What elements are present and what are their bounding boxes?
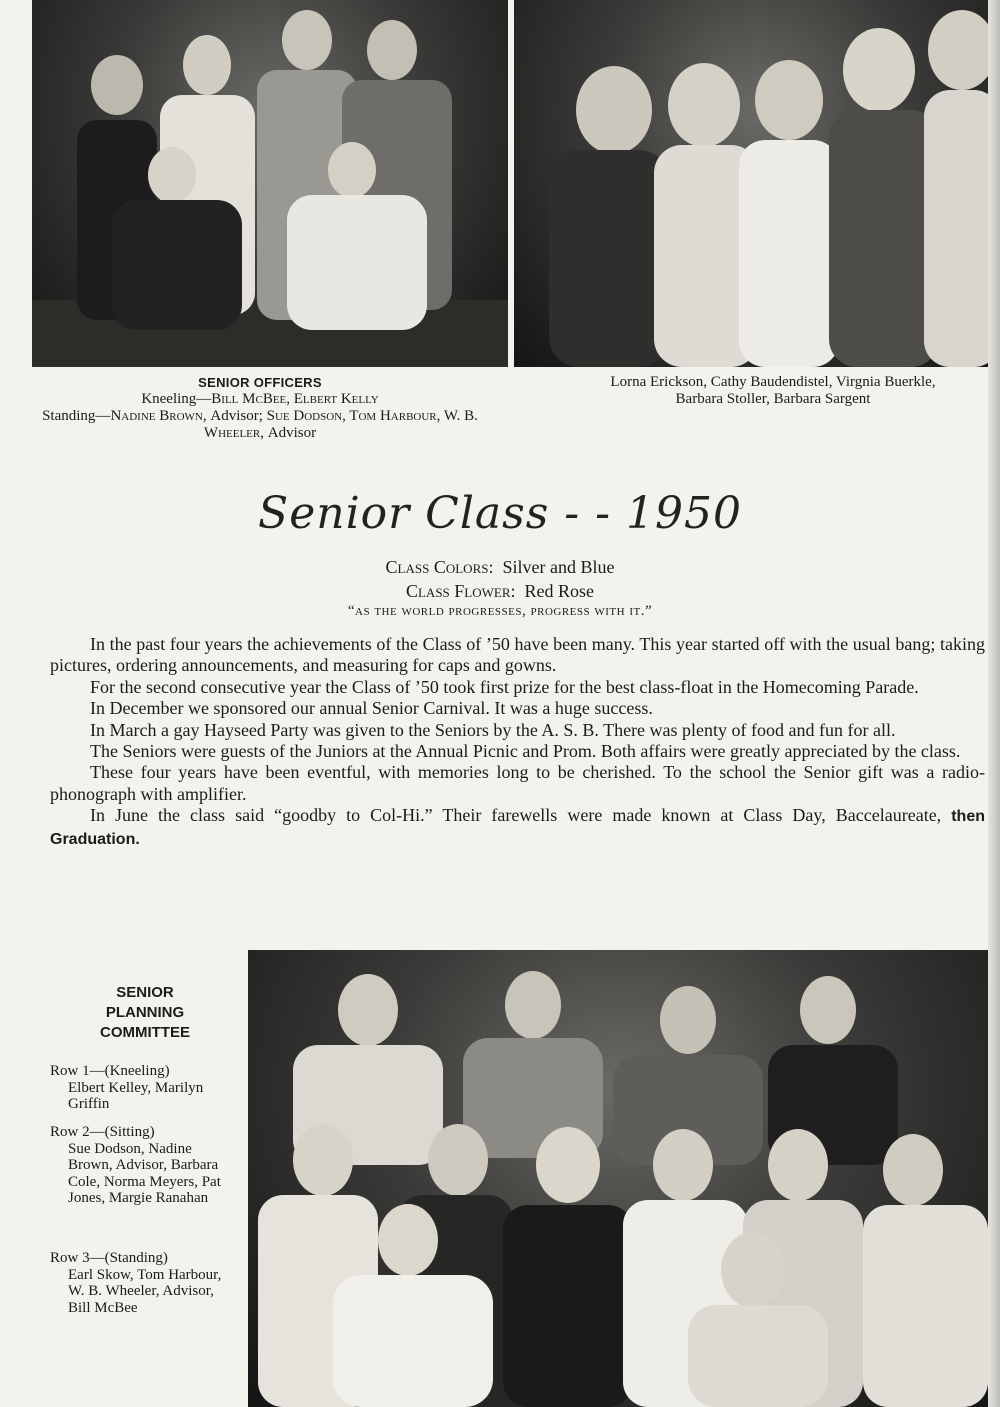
paragraph: For the second consecutive year the Class of ’50 took first prize for the best class-float in the Homecoming Parade. (90, 676, 919, 697)
paragraph: These four years have been eventful, with memories long to be cherished. To the school the Senior gift was a radio-phonograph with amplifier. (50, 762, 985, 804)
page-title: Senior Class - - 1950 (258, 488, 742, 539)
paragraph: In the past four years the achievements of the Class of ’50 have been many. This year started off with the usual bang; taking pictures, ordering announcements, and measuring for caps and gowns. (50, 634, 985, 676)
girls-caption-line-1: Lorna Erickson, Cathy Baudendistel, Virgnia Buerkle, (610, 374, 936, 390)
committee-row-3: Row 3—(Standing) Earl Skow, Tom Harbour, W. B. Wheeler, Advisor, Bill McBee (50, 1250, 222, 1316)
class-motto: “as the world progresses, progress with it.” (347, 603, 653, 619)
senior-officers-heading: SENIOR OFFICERS (198, 375, 322, 390)
class-flower-label: Class Flower: (405, 581, 516, 601)
class-colors-value: Silver and Blue (502, 557, 615, 577)
kneeling-line: Kneeling—Bill McBee, Elbert Kelly (141, 391, 379, 407)
paragraph: In December we sponsored our annual Senior Carnival. It was a huge success. (90, 698, 653, 719)
committee-heading: SENIOR PLANNING COMMITTEE (100, 984, 190, 1041)
paragraph: The Seniors were guests of the Juniors at the Annual Picnic and Prom. Both affairs were greatly appreciated by the class. (90, 741, 961, 762)
committee-row-1: Row 1—(Kneeling) Elbert Kelley, Marilyn Griffin (50, 1063, 204, 1112)
girls-group-photo (514, 0, 1000, 367)
girls-photo-figures (514, 0, 1000, 367)
class-flower-value: Red Rose (524, 581, 595, 601)
graduation-emphasis: then Graduation. (50, 808, 985, 848)
class-flower-line (0, 581, 1000, 602)
standing-line: Standing—Nadine Brown, Advisor; Sue Dodson, Tom Harbour, W. B. Wheeler, Advisor (42, 408, 478, 441)
paragraph-last: In June the class said “goodby to Col-Hi.” Their farewells were made known at Class Day, Baccelaureate, then Graduation. (50, 805, 985, 848)
paragraph: In March a gay Hayseed Party was given to the Seniors by the A. S. B. There was plenty of food and fun for all. (90, 719, 896, 740)
class-colors-label: Class Colors: (385, 557, 494, 577)
committee-row-2: Row 2—(Sitting) Sue Dodson, Nadine Brown, Advisor, Barbara Cole, Norma Meyers, Pat Jones, Margie Ranahan (50, 1124, 221, 1206)
planning-committee-photo (248, 950, 992, 1407)
page-edge-shadow (988, 0, 1000, 1407)
officers-photo-figures (32, 0, 508, 367)
class-colors-line (0, 557, 1000, 578)
senior-officers-caption (40, 374, 480, 442)
senior-class-history (50, 634, 985, 850)
girls-caption-line-2: Barbara Stoller, Barbara Sargent (675, 391, 871, 407)
girls-photo-caption (548, 374, 998, 408)
committee-photo-figures (248, 950, 992, 1407)
senior-officers-photo (32, 0, 508, 367)
